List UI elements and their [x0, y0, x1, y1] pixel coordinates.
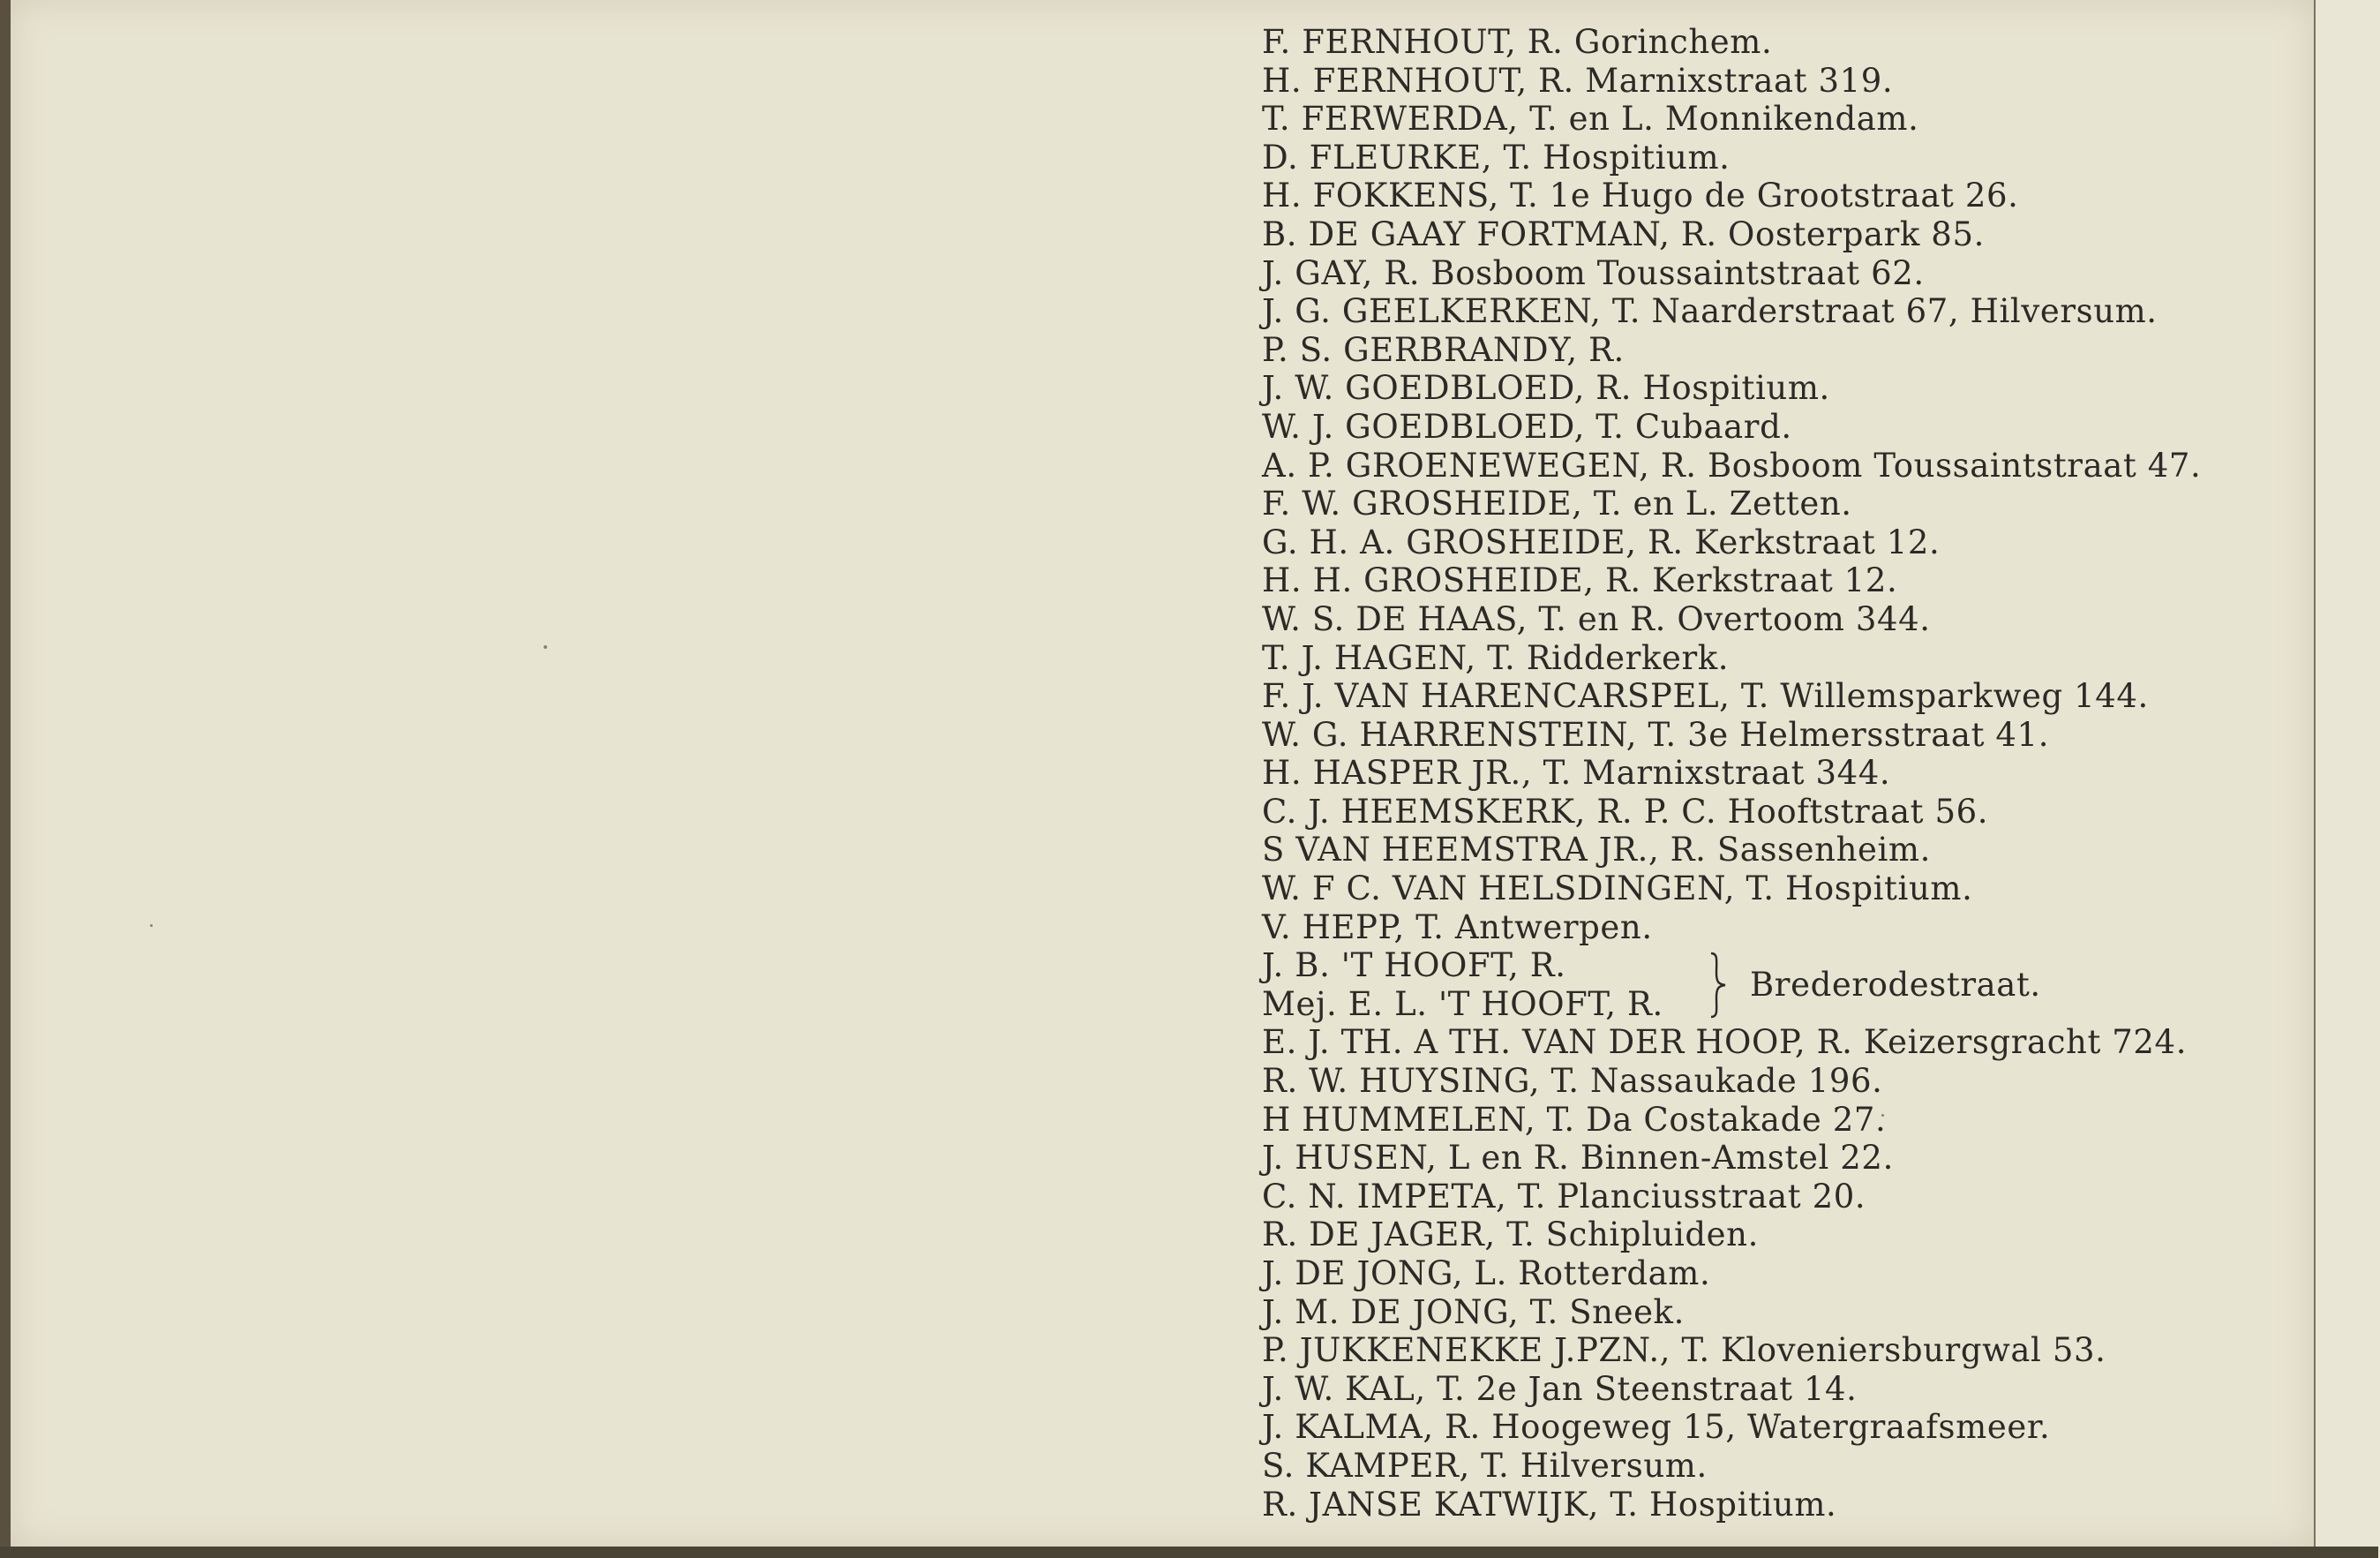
- list-item: W. G. HARRENSTEIN, T. 3e Helmersstraat 41.: [1262, 715, 2050, 754]
- list-item: J. M. DE JONG, T. Sneek.: [1262, 1292, 1685, 1331]
- list-item: G. H. A. GROSHEIDE, R. Kerkstraat 12.: [1262, 523, 1941, 561]
- list-item: W. F C. VAN HELSDINGEN, T. Hospitium.: [1262, 869, 1973, 908]
- list-item: J. B. 'T HOOFT, R.: [1262, 946, 1566, 985]
- list-item: J. HUSEN, L en R. Binnen-Amstel 22.: [1262, 1139, 1894, 1178]
- shared-address-group: [1262, 946, 2303, 1023]
- list-item: J. W. KAL, T. 2e Jan Steenstraat 14.: [1262, 1369, 1858, 1408]
- list-item: F. J. VAN HARENCARSPEL, T. Willemsparkweg 144.: [1262, 677, 2149, 716]
- page-edge-strip: [2314, 0, 2380, 1558]
- list-item: J. G. GEELKERKEN, T. Naarderstraat 67, Hilversum.: [1262, 292, 2158, 331]
- list-item: W. S. DE HAAS, T. en R. Overtoom 344.: [1262, 599, 1931, 638]
- list-item: V. HEPP, T. Antwerpen.: [1262, 907, 1653, 946]
- list-item: T. J. HAGEN, T. Ridderkerk.: [1262, 638, 1730, 677]
- list-item: E. J. TH. A TH. VAN DER HOOP, R. Keizersgracht 724.: [1262, 1023, 2188, 1062]
- list-item: A. P. GROENEWEGEN, R. Bosboom Toussaintstraat 47.: [1262, 446, 2202, 485]
- list-item: Mej. E. L. 'T HOOFT, R.: [1262, 984, 1663, 1023]
- list-item: C. J. HEEMSKERK, R. P. C. Hooftstraat 56.: [1262, 792, 1989, 831]
- list-item: B. DE GAAY FORTMAN, R. Oosterpark 85.: [1262, 215, 1985, 253]
- list-item: C. N. IMPETA, T. Planciusstraat 20.: [1262, 1177, 1866, 1216]
- list-item-cut-off: [1262, 1486, 2303, 1503]
- list-item: H. FOKKENS, T. 1e Hugo de Grootstraat 26.: [1262, 177, 2019, 215]
- paper-speck: [150, 924, 153, 927]
- list-item: J. W. GOEDBLOED, R. Hospitium.: [1262, 369, 1830, 408]
- list-item: F. FERNHOUT, R. Gorinchem.: [1262, 23, 1773, 61]
- list-item: H. FERNHOUT, R. Marnixstraat 319.: [1262, 61, 1894, 100]
- list-item: S VAN HEEMSTRA JR., R. Sassenheim.: [1262, 831, 1931, 869]
- list-item: J. GAY, R. Bosboom Toussaintstraat 62.: [1262, 253, 1925, 292]
- list-item: H. H. GROSHEIDE, R. Kerkstraat 12.: [1262, 561, 1898, 600]
- list-item: H. HASPER JR., T. Marnixstraat 344.: [1262, 754, 1891, 793]
- paper-speck: [544, 645, 547, 649]
- list-item: T. FERWERDA, T. en L. Monnikendam.: [1262, 100, 1919, 139]
- list-item: J. KALMA, R. Hoogeweg 15, Watergraafsmeer.: [1262, 1408, 2051, 1447]
- list-item: P. S. GERBRANDY, R.: [1262, 330, 1625, 369]
- list-item: W. J. GOEDBLOED, T. Cubaard.: [1262, 407, 1792, 446]
- list-item: D. FLEURKE, T. Hospitium.: [1262, 138, 1731, 177]
- list-item: R. W. HUYSING, T. Nassaukade 196.: [1262, 1062, 1883, 1101]
- member-list: [1262, 23, 2303, 1503]
- list-item: H HUMMELEN, T. Da Costakade 27.: [1262, 1100, 1887, 1139]
- list-item: S. KAMPER, T. Hilversum.: [1262, 1446, 1708, 1485]
- list-item: P. JUKKENEKKE J.PZN., T. Kloveniersburgwal 53.: [1262, 1331, 2106, 1370]
- group-street: Brederodestraat.: [1750, 966, 2041, 1005]
- brace-icon: [1708, 952, 1729, 1019]
- list-item: R. DE JAGER, T. Schipluiden.: [1262, 1216, 1759, 1254]
- scan-bottom-edge: [0, 1547, 2378, 1558]
- list-item: F. W. GROSHEIDE, T. en L. Zetten.: [1262, 485, 1852, 523]
- list-item: J. DE JONG, L. Rotterdam.: [1262, 1254, 1711, 1292]
